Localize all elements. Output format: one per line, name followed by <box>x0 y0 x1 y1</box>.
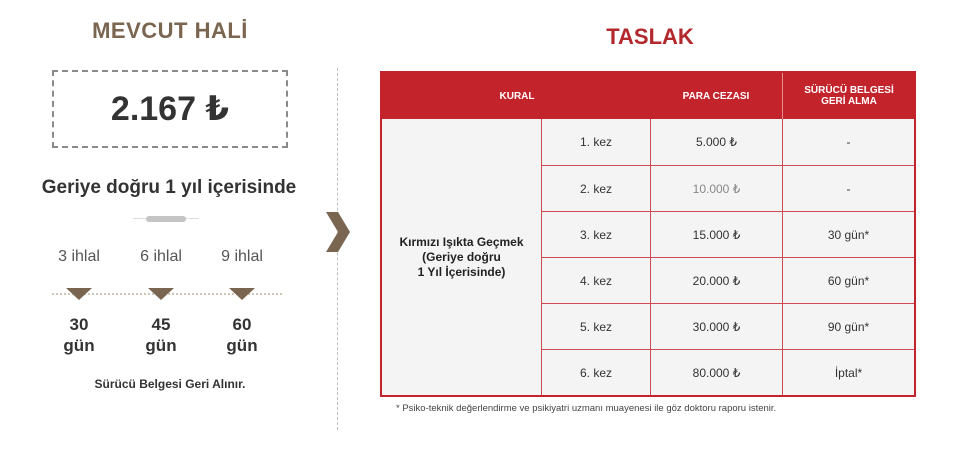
row-fine: 5.000 ₺ <box>650 119 782 165</box>
header-fine: PARA CEZASI <box>682 90 750 102</box>
row-fine: 10.000 ₺ <box>650 165 782 211</box>
row-license: 90 gün* <box>782 303 914 349</box>
violation-label-2: 6 ihlal <box>140 248 182 265</box>
header-license: SÜRÜCÜ BELGESİ GERİ ALMA <box>782 73 915 119</box>
footnote: * Psiko-teknik değerlendirme ve psikiyatri uzmanı muayenesi ile göz doktoru raporu istenir. <box>396 403 777 414</box>
row-count: 3. kez <box>541 211 650 257</box>
penalty-table <box>380 71 916 397</box>
suspension-days-2: 45 gün <box>145 315 177 355</box>
row-count: 4. kez <box>541 257 650 303</box>
period-label: Geriye doğru 1 yıl içerisinde <box>41 177 297 198</box>
row-fine: 20.000 ₺ <box>650 257 782 303</box>
chevron-right-icon <box>324 210 352 254</box>
chevron-down-icon <box>229 288 255 300</box>
row-fine: 80.000 ₺ <box>650 349 782 395</box>
row-count: 5. kez <box>541 303 650 349</box>
violation-label-1: 3 ihlal <box>58 248 100 265</box>
row-license: İptal* <box>782 349 914 395</box>
row-license: - <box>782 119 914 165</box>
license-revoked-note: Sürücü Belgesi Geri Alınır. <box>94 377 246 391</box>
row-license: 30 gün* <box>782 211 914 257</box>
period-bar <box>146 216 186 222</box>
chevron-down-icon <box>66 288 92 300</box>
chevron-down-icon <box>148 288 174 300</box>
suspension-days-3: 60 gün <box>226 315 258 355</box>
row-fine: 15.000 ₺ <box>650 211 782 257</box>
row-fine: 30.000 ₺ <box>650 303 782 349</box>
table-header <box>382 73 914 119</box>
rule-description: Kırmızı Işıkta Geçmek (Geriye doğru 1 Yıl İçerisinde) <box>399 234 524 279</box>
row-license: - <box>782 165 914 211</box>
header-rule: KURAL <box>499 90 535 102</box>
row-count: 1. kez <box>541 119 650 165</box>
current-fine-amount <box>52 70 288 148</box>
current-state-title: MEVCUT HALİ <box>92 18 248 43</box>
row-license: 60 gün* <box>782 257 914 303</box>
amount-value: 2.167 ₺ <box>110 90 230 128</box>
row-count: 6. kez <box>541 349 650 395</box>
violation-label-3: 9 ihlal <box>221 248 263 265</box>
suspension-days-1: 30 gün <box>63 315 95 355</box>
draft-title: TASLAK <box>606 24 694 49</box>
row-count: 2. kez <box>541 165 650 211</box>
